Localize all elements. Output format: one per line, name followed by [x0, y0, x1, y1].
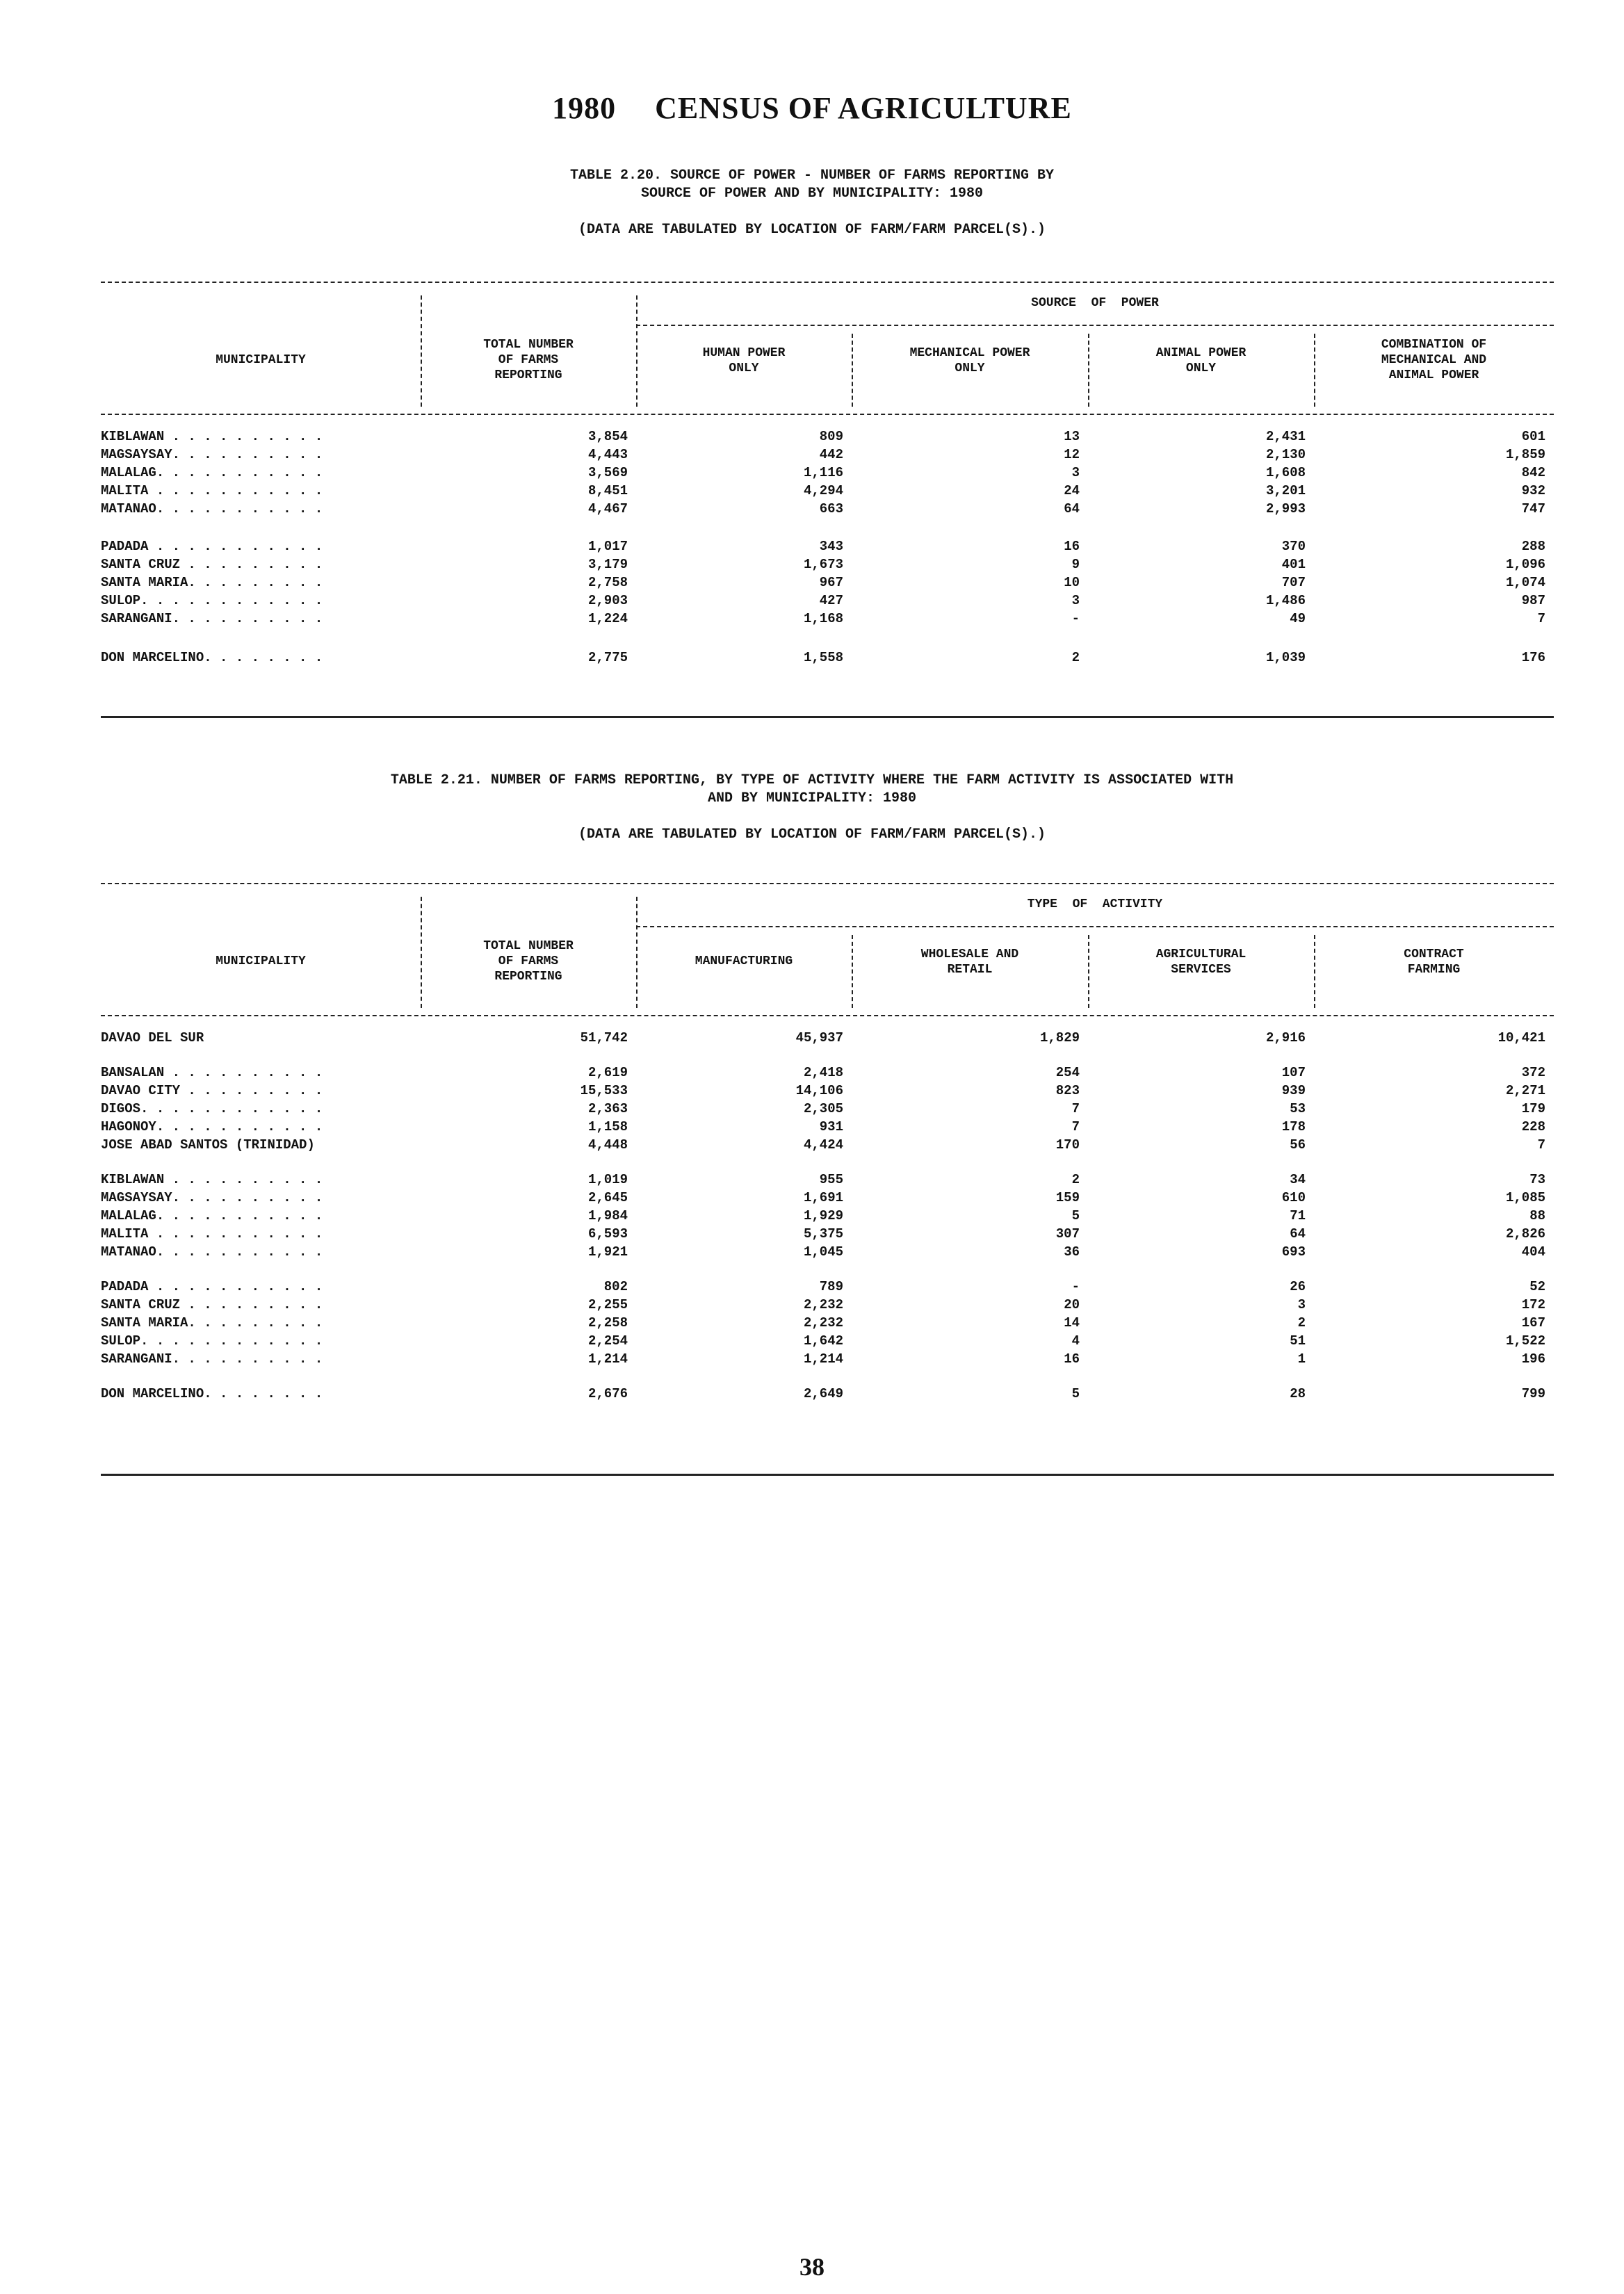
row-value: 4,294 — [803, 483, 843, 498]
row-value: 2,649 — [803, 1386, 843, 1401]
row-municipality: DAVAO CITY . . . . . . . . . — [101, 1083, 323, 1098]
row-value: 789 — [819, 1279, 843, 1294]
row-value: 2,255 — [587, 1297, 628, 1312]
table1-caption-line2: SOURCE OF POWER AND BY MUNICIPALITY: 1980 — [640, 186, 984, 202]
table2-group-header: TYPE OF ACTIVITY — [1027, 897, 1163, 911]
row-municipality: DIGOS. . . . . . . . . . . . — [101, 1101, 323, 1116]
table1-bottom-rule — [101, 716, 1554, 718]
row-value: 939 — [1281, 1083, 1306, 1098]
table1-caption-line1: TABLE 2.20. SOURCE OF POWER - NUMBER OF FARMS REPORTING BY — [569, 168, 1055, 184]
row-value: 6,593 — [587, 1226, 628, 1242]
row-value: 7 — [1537, 611, 1545, 626]
row-value: 26 — [1290, 1279, 1306, 1294]
row-value: 2,130 — [1265, 447, 1306, 462]
table-row — [101, 611, 1554, 629]
row-value: 610 — [1281, 1190, 1306, 1205]
table-row — [101, 650, 1554, 668]
row-municipality: SANTA MARIA. . . . . . . . . — [101, 575, 323, 590]
table2-group-rule — [636, 926, 1554, 927]
row-value: 2,619 — [587, 1065, 628, 1080]
row-value: 3 — [1297, 1297, 1306, 1312]
row-municipality: MALITA . . . . . . . . . . . — [101, 483, 323, 498]
row-value: 931 — [819, 1119, 843, 1134]
row-value: 2,826 — [1505, 1226, 1545, 1242]
row-value: 2,232 — [803, 1297, 843, 1312]
row-value: 1,859 — [1505, 447, 1545, 462]
table1-col-combination: COMBINATION OF MECHANICAL AND ANIMAL POWER — [1381, 338, 1487, 382]
row-value: 196 — [1521, 1351, 1545, 1367]
row-value: 176 — [1521, 650, 1545, 665]
row-value: 3,569 — [587, 465, 628, 480]
table2-note: (DATA ARE TABULATED BY LOCATION OF FARM/FARM PARCEL(S).) — [578, 827, 1046, 843]
table1-col-animal: ANIMAL POWER ONLY — [1155, 346, 1247, 375]
row-value: 2,993 — [1265, 501, 1306, 516]
row-value: 601 — [1521, 429, 1545, 444]
row-value: 288 — [1521, 539, 1545, 554]
row-value: 71 — [1290, 1208, 1306, 1223]
row-municipality: KIBLAWAN . . . . . . . . . . — [101, 429, 323, 444]
row-value: 2,258 — [587, 1315, 628, 1331]
row-municipality: DAVAO DEL SUR — [101, 1030, 204, 1046]
row-value: 2,363 — [587, 1101, 628, 1116]
row-value: 9 — [1071, 557, 1080, 572]
row-value: 1,074 — [1505, 575, 1545, 590]
row-municipality: KIBLAWAN . . . . . . . . . . — [101, 1172, 323, 1187]
table-row — [101, 1190, 1554, 1208]
row-value: 2,418 — [803, 1065, 843, 1080]
row-value: 4,424 — [803, 1137, 843, 1153]
table-row — [101, 1137, 1554, 1155]
row-value: 2,775 — [587, 650, 628, 665]
table-row — [101, 1386, 1554, 1404]
row-value: 987 — [1521, 593, 1545, 608]
table-row — [101, 465, 1554, 483]
row-value: 1,921 — [587, 1244, 628, 1260]
row-value: 254 — [1055, 1065, 1080, 1080]
table-row — [101, 593, 1554, 611]
row-value: 56 — [1290, 1137, 1306, 1153]
row-value: 747 — [1521, 501, 1545, 516]
row-value: 45,937 — [795, 1030, 843, 1046]
row-municipality: PADADA . . . . . . . . . . . — [101, 1279, 323, 1294]
table-row — [101, 557, 1554, 575]
row-value: 802 — [603, 1279, 628, 1294]
table-row — [101, 1065, 1554, 1083]
row-value: 442 — [819, 447, 843, 462]
row-municipality: JOSE ABAD SANTOS (TRINIDAD) — [101, 1137, 315, 1153]
row-value: 2,271 — [1505, 1083, 1545, 1098]
row-value: 707 — [1281, 575, 1306, 590]
row-value: 401 — [1281, 557, 1306, 572]
table-row — [101, 1333, 1554, 1351]
table1-col-municipality: MUNICIPALITY — [216, 353, 306, 367]
row-value: 51,742 — [580, 1030, 628, 1046]
row-value: 967 — [819, 575, 843, 590]
row-value: 1,673 — [803, 557, 843, 572]
row-value: 2 — [1071, 650, 1080, 665]
row-value: 1 — [1297, 1351, 1306, 1367]
row-value: 1,116 — [803, 465, 843, 480]
row-value: 4,448 — [587, 1137, 628, 1153]
row-value: 8,451 — [587, 483, 628, 498]
table2-caption — [0, 772, 1624, 808]
row-value: 663 — [819, 501, 843, 516]
row-value: 36 — [1064, 1244, 1080, 1260]
table-row — [101, 1208, 1554, 1226]
row-municipality: MALALAG. . . . . . . . . . . — [101, 465, 323, 480]
row-value: 167 — [1521, 1315, 1545, 1331]
row-value: 178 — [1281, 1119, 1306, 1134]
row-municipality: DON MARCELINO. . . . . . . . — [101, 650, 323, 665]
table-row — [101, 1101, 1554, 1119]
row-value: 14 — [1064, 1315, 1080, 1331]
table-row — [101, 1030, 1554, 1048]
row-municipality: HAGONOY. . . . . . . . . . . — [101, 1119, 323, 1134]
table1-group-header: SOURCE OF POWER — [1031, 296, 1159, 310]
row-municipality: MALALAG. . . . . . . . . . . — [101, 1208, 323, 1223]
row-municipality: MATANAO. . . . . . . . . . . — [101, 1244, 323, 1260]
table-row — [101, 575, 1554, 593]
table-row — [101, 1244, 1554, 1262]
row-value: 1,608 — [1265, 465, 1306, 480]
row-value: 64 — [1290, 1226, 1306, 1242]
row-municipality: MATANAO. . . . . . . . . . . — [101, 501, 323, 516]
row-value: 16 — [1064, 1351, 1080, 1367]
table2-col-wholesale: WHOLESALE AND RETAIL — [920, 947, 1019, 977]
row-value: 2,916 — [1265, 1030, 1306, 1046]
row-municipality: SANTA CRUZ . . . . . . . . . — [101, 557, 323, 572]
row-value: 1,019 — [587, 1172, 628, 1187]
row-value: 799 — [1521, 1386, 1545, 1401]
row-value: 4,467 — [587, 501, 628, 516]
row-municipality: MAGSAYSAY. . . . . . . . . . — [101, 1190, 323, 1205]
row-value: 3,201 — [1265, 483, 1306, 498]
row-municipality: DON MARCELINO. . . . . . . . — [101, 1386, 323, 1401]
row-value: 1,691 — [803, 1190, 843, 1205]
row-value: 4 — [1071, 1333, 1080, 1349]
row-value: 823 — [1055, 1083, 1080, 1098]
row-value: 1,158 — [587, 1119, 628, 1134]
row-value: 28 — [1290, 1386, 1306, 1401]
table2-col-municipality: MUNICIPALITY — [216, 954, 306, 968]
row-value: 7 — [1537, 1137, 1545, 1153]
row-value: 1,642 — [803, 1333, 843, 1349]
table-row — [101, 1315, 1554, 1333]
row-value: 955 — [819, 1172, 843, 1187]
table-row — [101, 1083, 1554, 1101]
row-value: 693 — [1281, 1244, 1306, 1260]
row-value: 5 — [1071, 1208, 1080, 1223]
row-value: 1,214 — [803, 1351, 843, 1367]
row-value: 1,214 — [587, 1351, 628, 1367]
table2-caption-line2: AND BY MUNICIPALITY: 1980 — [707, 790, 917, 806]
row-municipality: SULOP. . . . . . . . . . . . — [101, 593, 323, 608]
row-municipality: BANSALAN . . . . . . . . . . — [101, 1065, 323, 1080]
page-title-year: 1980 — [552, 91, 617, 125]
row-value: 4,443 — [587, 447, 628, 462]
row-value: 842 — [1521, 465, 1545, 480]
row-value: 1,017 — [587, 539, 628, 554]
page-number: 38 — [799, 2253, 825, 2281]
row-value: 343 — [819, 539, 843, 554]
row-value: 10,421 — [1497, 1030, 1545, 1046]
row-municipality: SARANGANI. . . . . . . . . . — [101, 1351, 323, 1367]
table1-col-total: TOTAL NUMBER OF FARMS REPORTING — [483, 338, 574, 382]
table2-top-rule — [101, 883, 1554, 884]
row-municipality: MALITA . . . . . . . . . . . — [101, 1226, 323, 1242]
table1-caption — [0, 167, 1624, 203]
row-value: 159 — [1055, 1190, 1080, 1205]
row-value: 1,522 — [1505, 1333, 1545, 1349]
row-municipality: MAGSAYSAY. . . . . . . . . . — [101, 447, 323, 462]
row-value: - — [1071, 611, 1080, 626]
row-value: 52 — [1529, 1279, 1545, 1294]
row-value: 1,829 — [1039, 1030, 1080, 1046]
row-value: 2 — [1071, 1172, 1080, 1187]
row-value: 2,676 — [587, 1386, 628, 1401]
row-value: 15,533 — [580, 1083, 628, 1098]
table1-group-rule — [636, 325, 1554, 326]
row-value: 34 — [1290, 1172, 1306, 1187]
row-value: 809 — [819, 429, 843, 444]
table1-col-mechanical: MECHANICAL POWER ONLY — [909, 346, 1030, 375]
table-row — [101, 447, 1554, 465]
table-row — [101, 501, 1554, 519]
table2-col-agricultural: AGRICULTURAL SERVICES — [1155, 947, 1247, 977]
row-value: 3,854 — [587, 429, 628, 444]
row-municipality: PADADA . . . . . . . . . . . — [101, 539, 323, 554]
row-value: 7 — [1071, 1119, 1080, 1134]
row-value: 5 — [1071, 1386, 1080, 1401]
row-value: 1,039 — [1265, 650, 1306, 665]
row-municipality: SANTA MARIA. . . . . . . . . — [101, 1315, 323, 1331]
row-value: 13 — [1064, 429, 1080, 444]
row-value: 1,168 — [803, 611, 843, 626]
row-value: 372 — [1521, 1065, 1545, 1080]
row-value: 1,929 — [803, 1208, 843, 1223]
row-value: 3,179 — [587, 557, 628, 572]
table2-header-rule — [101, 1015, 1554, 1016]
row-value: 7 — [1071, 1101, 1080, 1116]
table-row — [101, 1351, 1554, 1369]
row-value: 1,984 — [587, 1208, 628, 1223]
row-value: 49 — [1290, 611, 1306, 626]
row-value: 51 — [1290, 1333, 1306, 1349]
row-value: 427 — [819, 593, 843, 608]
row-value: 2,903 — [587, 593, 628, 608]
row-value: 228 — [1521, 1119, 1545, 1134]
table1-header-rule — [101, 414, 1554, 415]
table2-col-contract: CONTRACT FARMING — [1404, 947, 1464, 977]
row-municipality: SARANGANI. . . . . . . . . . — [101, 611, 323, 626]
row-value: 2,232 — [803, 1315, 843, 1331]
table-row — [101, 1226, 1554, 1244]
row-value: 2 — [1297, 1315, 1306, 1331]
row-value: 24 — [1064, 483, 1080, 498]
table-row — [101, 539, 1554, 557]
row-value: 14,106 — [795, 1083, 843, 1098]
row-value: 107 — [1281, 1065, 1306, 1080]
row-value: 2,305 — [803, 1101, 843, 1116]
row-value: 932 — [1521, 483, 1545, 498]
table-row — [101, 1172, 1554, 1190]
row-value: 1,486 — [1265, 593, 1306, 608]
row-value: 53 — [1290, 1101, 1306, 1116]
row-value: 1,085 — [1505, 1190, 1545, 1205]
row-value: 307 — [1055, 1226, 1080, 1242]
row-value: 73 — [1529, 1172, 1545, 1187]
table1-top-rule — [101, 282, 1554, 283]
row-value: 370 — [1281, 539, 1306, 554]
row-municipality: SANTA CRUZ . . . . . . . . . — [101, 1297, 323, 1312]
row-value: 1,045 — [803, 1244, 843, 1260]
table2-caption-line1: TABLE 2.21. NUMBER OF FARMS REPORTING, BY TYPE OF ACTIVITY WHERE THE FARM ACTIVITY IS ASSOCIATED WITH — [390, 772, 1234, 788]
row-value: 88 — [1529, 1208, 1545, 1223]
row-value: 10 — [1064, 575, 1080, 590]
row-value: 1,224 — [587, 611, 628, 626]
row-value: 2,254 — [587, 1333, 628, 1349]
table2-col-divider — [636, 897, 638, 1008]
row-value: 5,375 — [803, 1226, 843, 1242]
page-title-text: CENSUS OF AGRICULTURE — [655, 91, 1072, 125]
row-value: 16 — [1064, 539, 1080, 554]
table-row — [101, 1297, 1554, 1315]
table1-col-human: HUMAN POWER ONLY — [702, 346, 786, 375]
row-value: 1,558 — [803, 650, 843, 665]
row-value: 20 — [1064, 1297, 1080, 1312]
table1 — [101, 282, 1554, 723]
table-row — [101, 429, 1554, 447]
table2 — [101, 883, 1554, 1481]
row-municipality: SULOP. . . . . . . . . . . . — [101, 1333, 323, 1349]
row-value: 3 — [1071, 593, 1080, 608]
row-value: 179 — [1521, 1101, 1545, 1116]
row-value: 404 — [1521, 1244, 1545, 1260]
row-value: 64 — [1064, 501, 1080, 516]
table-row — [101, 483, 1554, 501]
row-value: 12 — [1064, 447, 1080, 462]
row-value: 2,758 — [587, 575, 628, 590]
row-value: 172 — [1521, 1297, 1545, 1312]
table2-col-total: TOTAL NUMBER OF FARMS REPORTING — [483, 939, 574, 984]
row-value: 1,096 — [1505, 557, 1545, 572]
table2-bottom-rule — [101, 1474, 1554, 1476]
row-value: 3 — [1071, 465, 1080, 480]
page-title — [0, 90, 1624, 126]
row-value: 2,645 — [587, 1190, 628, 1205]
table-row — [101, 1279, 1554, 1297]
row-value: 170 — [1055, 1137, 1080, 1153]
row-value: - — [1071, 1279, 1080, 1294]
table1-note: (DATA ARE TABULATED BY LOCATION OF FARM/FARM PARCEL(S).) — [578, 222, 1046, 238]
row-value: 2,431 — [1265, 429, 1306, 444]
table-row — [101, 1119, 1554, 1137]
table2-col-manufacturing: MANUFACTURING — [695, 954, 793, 968]
